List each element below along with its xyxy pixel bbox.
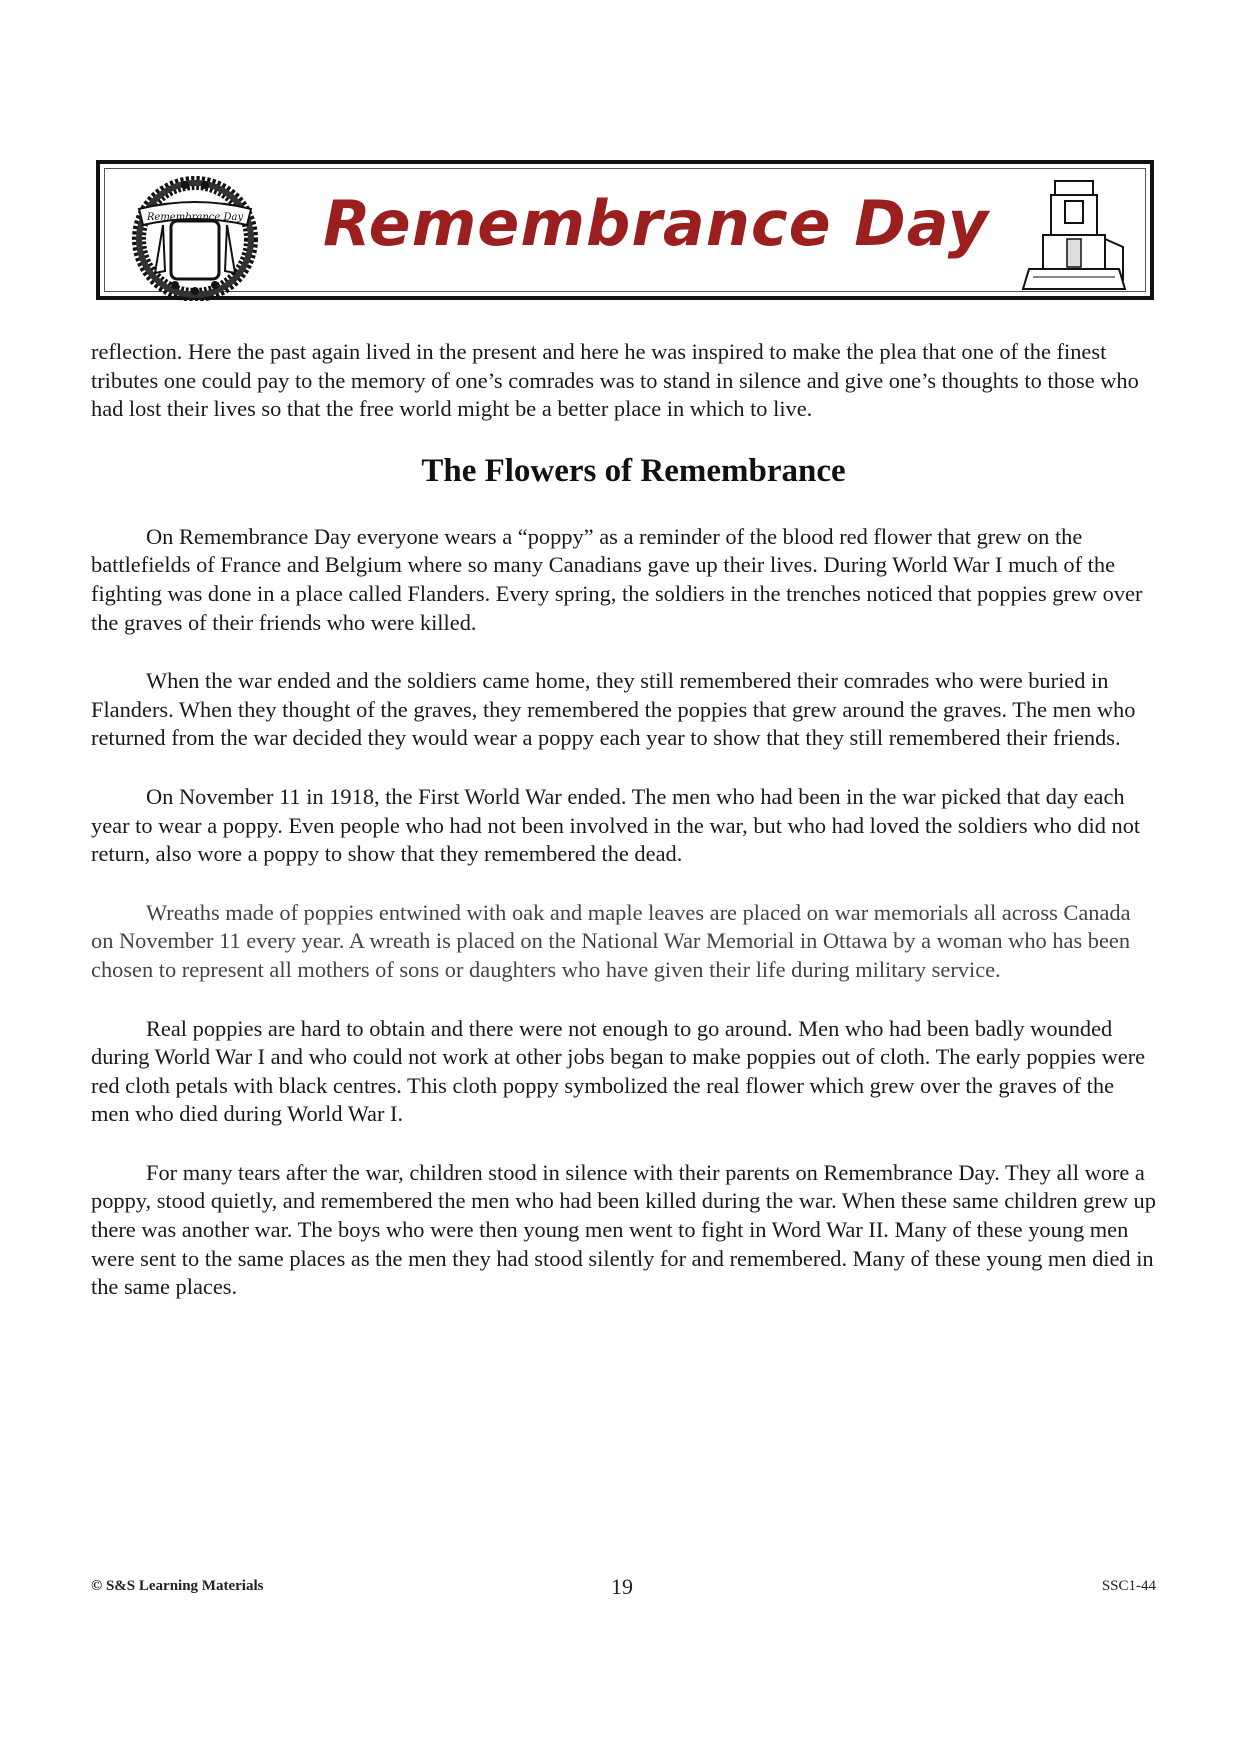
wreath-icon [125,173,265,301]
paragraph-poppy-origin: On Remembrance Day everyone wears a “poppy” as a reminder of the blood red flower that grew on the battlefields of France and Belgium where so many Canadians gave up their lives. During World War I much of the fighting was done in a place called Flanders. Every spring, the soldiers in the trenches noticed that poppies grew over the graves of their friends who were killed. [91,523,1143,635]
paragraph-war-ended: When the war ended and the soldiers came home, they still remembered their comrades who were buried in Flanders. When they thought of the graves, they remembered the poppies that grew around the graves. The men who returned from the war decided they would wear a poppy each year to show that they still remembered their friends. [91,668,1136,751]
paragraph-children-silence: For many tears after the war, children stood in silence with their parents on Remembrance Day. They all wore a poppy, stood quietly, and remembered the men who had been killed during the war. When these same children grew up there was another war. The boys who were then young men went to fight in Word War II. Many of these young men were sent to the same places as the men they had stood silently for and remembered. Many of these young men died in the same places. [91,1159,1156,1300]
header-inner-border [104,168,1146,292]
wreath-banner-text: Remembrance Day [146,212,244,223]
page-title: Remembrance Day [323,187,990,260]
page-footer [91,1574,1156,1604]
intro-paragraph: reflection. Here the past again lived in the present and here he was inspired to make the plea that one of the finest tributes one could pay to the memory of one’s comrades was to stand in silence and give one’s thoughts to those who had lost their lives so that the free world might be a better place in which to live. [91,339,1139,422]
header-banner [96,160,1154,300]
product-code: SSC1-44 [1101,1578,1156,1594]
page-number: 19 [611,1574,633,1599]
copyright-notice: © S&S Learning Materials [91,1578,264,1594]
paragraph-november-11: On November 11 in 1918, the First World War ended. The men who had been in the war picked that day each year to wear a poppy. Even people who had not been involved in the war, but who had loved the soldiers who did not return, also wore a poppy to show that they remembered the dead. [91,783,1141,867]
war-memorial-icon [1019,177,1129,295]
paragraph-wreaths: Wreaths made of poppies entwined with oak and maple leaves are placed on war memorials all across Canada on November 11 every year. A wreath is placed on the National War Memorial in Ottawa by a woman who has been chosen to represent all mothers of sons or daughters who have given their life during military service. [91,899,1131,982]
paragraph-cloth-poppies: Real poppies are hard to obtain and there were not enough to go around. Men who had been badly wounded during World War I and who could not work at other jobs began to make poppies out of cloth. The early poppies were red cloth petals with black centres. This cloth poppy symbolized the real flower which grew over the graves of the men who died during World War I. [91,1015,1146,1127]
article-body [91,338,1156,1332]
section-heading: The Flowers of Remembrance [421,452,846,489]
